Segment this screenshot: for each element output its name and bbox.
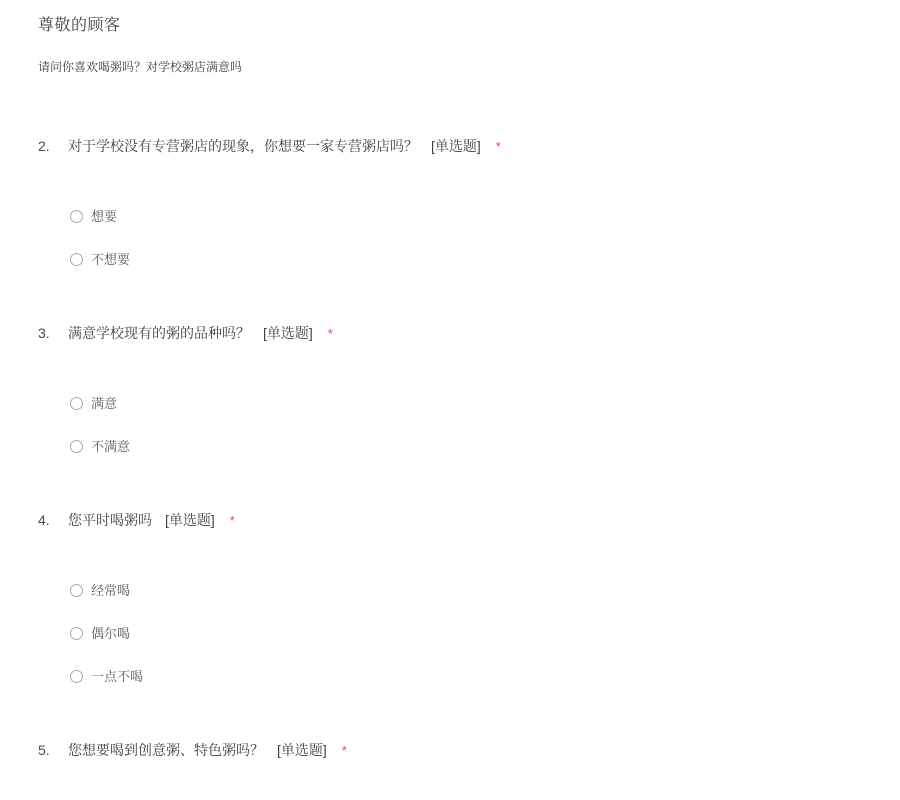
question-block-2 <box>38 139 862 266</box>
question-number: 3. <box>38 325 50 341</box>
options-group <box>38 583 862 683</box>
radio-option[interactable] <box>70 396 862 410</box>
question-block-4 <box>38 513 862 683</box>
radio-icon[interactable] <box>70 397 83 410</box>
required-asterisk: * <box>327 326 333 341</box>
option-label: 满意 <box>91 395 118 411</box>
question-type-label: [单选题] <box>431 138 481 154</box>
question-title <box>38 513 862 528</box>
question-type-label: [单选题] <box>165 512 215 528</box>
option-label: 不想要 <box>91 251 131 267</box>
required-asterisk: * <box>341 743 347 758</box>
option-label: 经常喝 <box>91 582 131 598</box>
question-type-label: [单选题] <box>277 742 327 758</box>
question-text: 您想要喝到创意粥、特色粥吗？ <box>68 742 264 758</box>
question-title <box>38 326 862 341</box>
radio-icon[interactable] <box>70 627 83 640</box>
question-text: 对于学校没有专营粥店的现象，你想要一家专营粥店吗？ <box>68 138 418 154</box>
required-asterisk: * <box>495 139 501 154</box>
question-block-3 <box>38 326 862 453</box>
page-subtitle: 请问你喜欢喝粥吗？对学校粥店满意吗 <box>38 60 243 74</box>
option-label: 偶尔喝 <box>91 625 131 641</box>
radio-icon[interactable] <box>70 210 83 223</box>
radio-option[interactable] <box>70 209 862 223</box>
question-title <box>38 139 862 154</box>
option-label: 一点不喝 <box>91 668 144 684</box>
question-title <box>38 743 862 758</box>
radio-icon[interactable] <box>70 670 83 683</box>
radio-option[interactable] <box>70 439 862 453</box>
options-group <box>38 396 862 453</box>
question-text: 满意学校现有的粥的品种吗？ <box>68 325 250 341</box>
radio-icon[interactable] <box>70 440 83 453</box>
radio-option[interactable] <box>70 252 862 266</box>
radio-option[interactable] <box>70 583 862 597</box>
page-title: 尊敬的顾客 <box>38 17 121 34</box>
options-group <box>38 209 862 266</box>
question-number: 2. <box>38 138 50 154</box>
question-text: 您平时喝粥吗 <box>68 512 152 528</box>
option-label: 想要 <box>91 208 118 224</box>
radio-option[interactable] <box>70 626 862 640</box>
question-type-label: [单选题] <box>263 325 313 341</box>
question-number: 4. <box>38 512 50 528</box>
option-label: 不满意 <box>91 438 131 454</box>
required-asterisk: * <box>229 513 235 528</box>
question-number: 5. <box>38 742 50 758</box>
radio-icon[interactable] <box>70 253 83 266</box>
radio-option[interactable] <box>70 669 862 683</box>
radio-icon[interactable] <box>70 584 83 597</box>
question-block-5 <box>38 743 862 758</box>
